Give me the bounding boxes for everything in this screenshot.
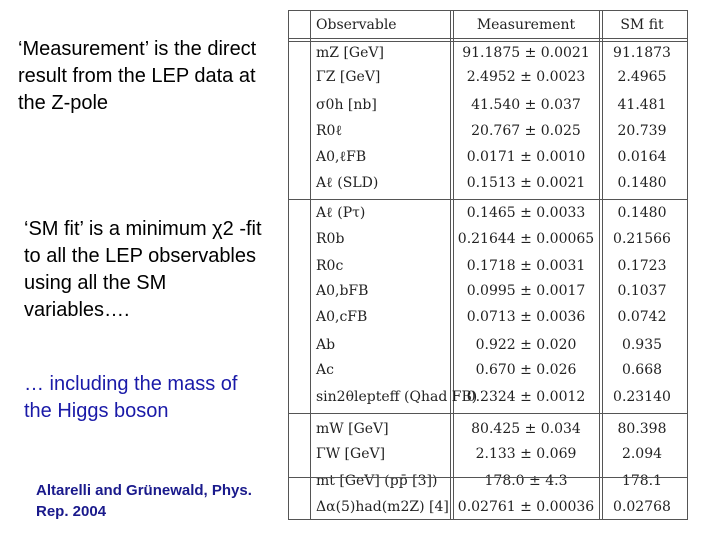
header-sm-fit: SM fit bbox=[620, 17, 664, 33]
row-measurement: 0.922 ± 0.020 bbox=[475, 337, 577, 353]
row-sm-fit: 80.398 bbox=[617, 421, 667, 437]
reference-citation: Altarelli and Grünewald, Phys. Rep. 2004 bbox=[36, 482, 252, 520]
row-sm-fit: 178.1 bbox=[621, 473, 663, 489]
row-measurement: 0.0713 ± 0.0036 bbox=[466, 309, 586, 325]
column-divider bbox=[599, 10, 600, 520]
row-sm-fit: 0.23140 bbox=[613, 389, 671, 405]
row-observable: R0b bbox=[316, 231, 345, 247]
group-divider bbox=[288, 413, 688, 414]
row-sm-fit: 41.481 bbox=[617, 97, 667, 113]
row-sm-fit: 0.0742 bbox=[617, 309, 667, 325]
row-observable: mZ [GeV] bbox=[316, 45, 384, 61]
row-sm-fit: 0.1480 bbox=[617, 175, 667, 191]
row-sm-fit: 20.739 bbox=[617, 123, 667, 139]
row-measurement: 41.540 ± 0.037 bbox=[471, 97, 581, 113]
row-sm-fit: 91.1873 bbox=[613, 45, 671, 61]
row-observable: ΓZ [GeV] bbox=[316, 69, 381, 85]
observables-table bbox=[288, 10, 688, 520]
row-sm-fit: 0.0164 bbox=[617, 149, 667, 165]
row-observable: ΓW [GeV] bbox=[316, 446, 386, 462]
column-divider bbox=[310, 10, 311, 520]
row-observable: R0c bbox=[316, 258, 344, 274]
row-observable: A0,cFB bbox=[316, 309, 368, 325]
row-observable: mW [GeV] bbox=[316, 421, 389, 437]
row-observable: Ac bbox=[316, 362, 334, 378]
row-measurement: 0.1465 ± 0.0033 bbox=[466, 205, 586, 221]
row-measurement: 0.2324 ± 0.0012 bbox=[466, 389, 586, 405]
row-measurement: 20.767 ± 0.025 bbox=[471, 123, 581, 139]
row-sm-fit: 2.4965 bbox=[617, 69, 667, 85]
row-sm-fit: 0.1723 bbox=[617, 258, 667, 274]
row-sm-fit: 0.21566 bbox=[613, 231, 671, 247]
row-observable: Aℓ (SLD) bbox=[316, 175, 379, 191]
measurement-explanation: ‘Measurement’ is the direct result from the LEP data at the Z-pole bbox=[18, 38, 257, 114]
row-measurement: 0.1718 ± 0.0031 bbox=[466, 258, 586, 274]
row-observable: sin2θlepteff (Qhad FB) bbox=[316, 389, 478, 405]
row-sm-fit: 0.935 bbox=[621, 337, 663, 353]
row-observable: R0ℓ bbox=[316, 123, 343, 139]
row-observable: Δα(5)had(m2Z) [4] bbox=[316, 499, 449, 515]
row-observable: σ0h [nb] bbox=[316, 97, 377, 113]
group-divider bbox=[288, 477, 688, 478]
header-observable: Observable bbox=[316, 17, 397, 33]
row-observable: A0,bFB bbox=[316, 283, 369, 299]
row-measurement: 0.670 ± 0.026 bbox=[475, 362, 577, 378]
header-measurement: Measurement bbox=[476, 17, 576, 33]
column-divider bbox=[450, 10, 451, 520]
header-divider bbox=[288, 38, 688, 39]
row-observable: Aℓ (Pτ) bbox=[316, 205, 366, 221]
group-divider bbox=[288, 199, 688, 200]
row-sm-fit: 0.1480 bbox=[617, 205, 667, 221]
row-observable: A0,ℓFB bbox=[316, 149, 367, 165]
row-measurement: 80.425 ± 0.034 bbox=[471, 421, 581, 437]
sm-fit-explanation: ‘SM fit’ is a minimum χ2 -fit to all the LEP observables using all the SM variables…. bbox=[24, 218, 262, 321]
row-measurement: 91.1875 ± 0.0021 bbox=[462, 45, 590, 61]
row-sm-fit: 0.02768 bbox=[613, 499, 671, 515]
row-measurement: 0.0171 ± 0.0010 bbox=[466, 149, 586, 165]
row-measurement: 0.21644 ± 0.00065 bbox=[457, 231, 595, 247]
higgs-note: … including the mass of the Higgs boson bbox=[24, 373, 238, 422]
row-measurement: 178.0 ± 4.3 bbox=[484, 473, 568, 489]
header-divider bbox=[288, 41, 688, 42]
row-measurement: 0.02761 ± 0.00036 bbox=[457, 499, 595, 515]
row-sm-fit: 2.094 bbox=[621, 446, 663, 462]
row-observable: Ab bbox=[316, 337, 336, 353]
row-measurement: 0.0995 ± 0.0017 bbox=[466, 283, 586, 299]
row-measurement: 2.4952 ± 0.0023 bbox=[466, 69, 586, 85]
row-sm-fit: 0.668 bbox=[621, 362, 663, 378]
row-measurement: 2.133 ± 0.069 bbox=[475, 446, 577, 462]
column-divider bbox=[602, 10, 603, 520]
row-sm-fit: 0.1037 bbox=[617, 283, 667, 299]
row-observable: mt [GeV] (pp̄ [3]) bbox=[316, 473, 438, 489]
row-measurement: 0.1513 ± 0.0021 bbox=[466, 175, 586, 191]
